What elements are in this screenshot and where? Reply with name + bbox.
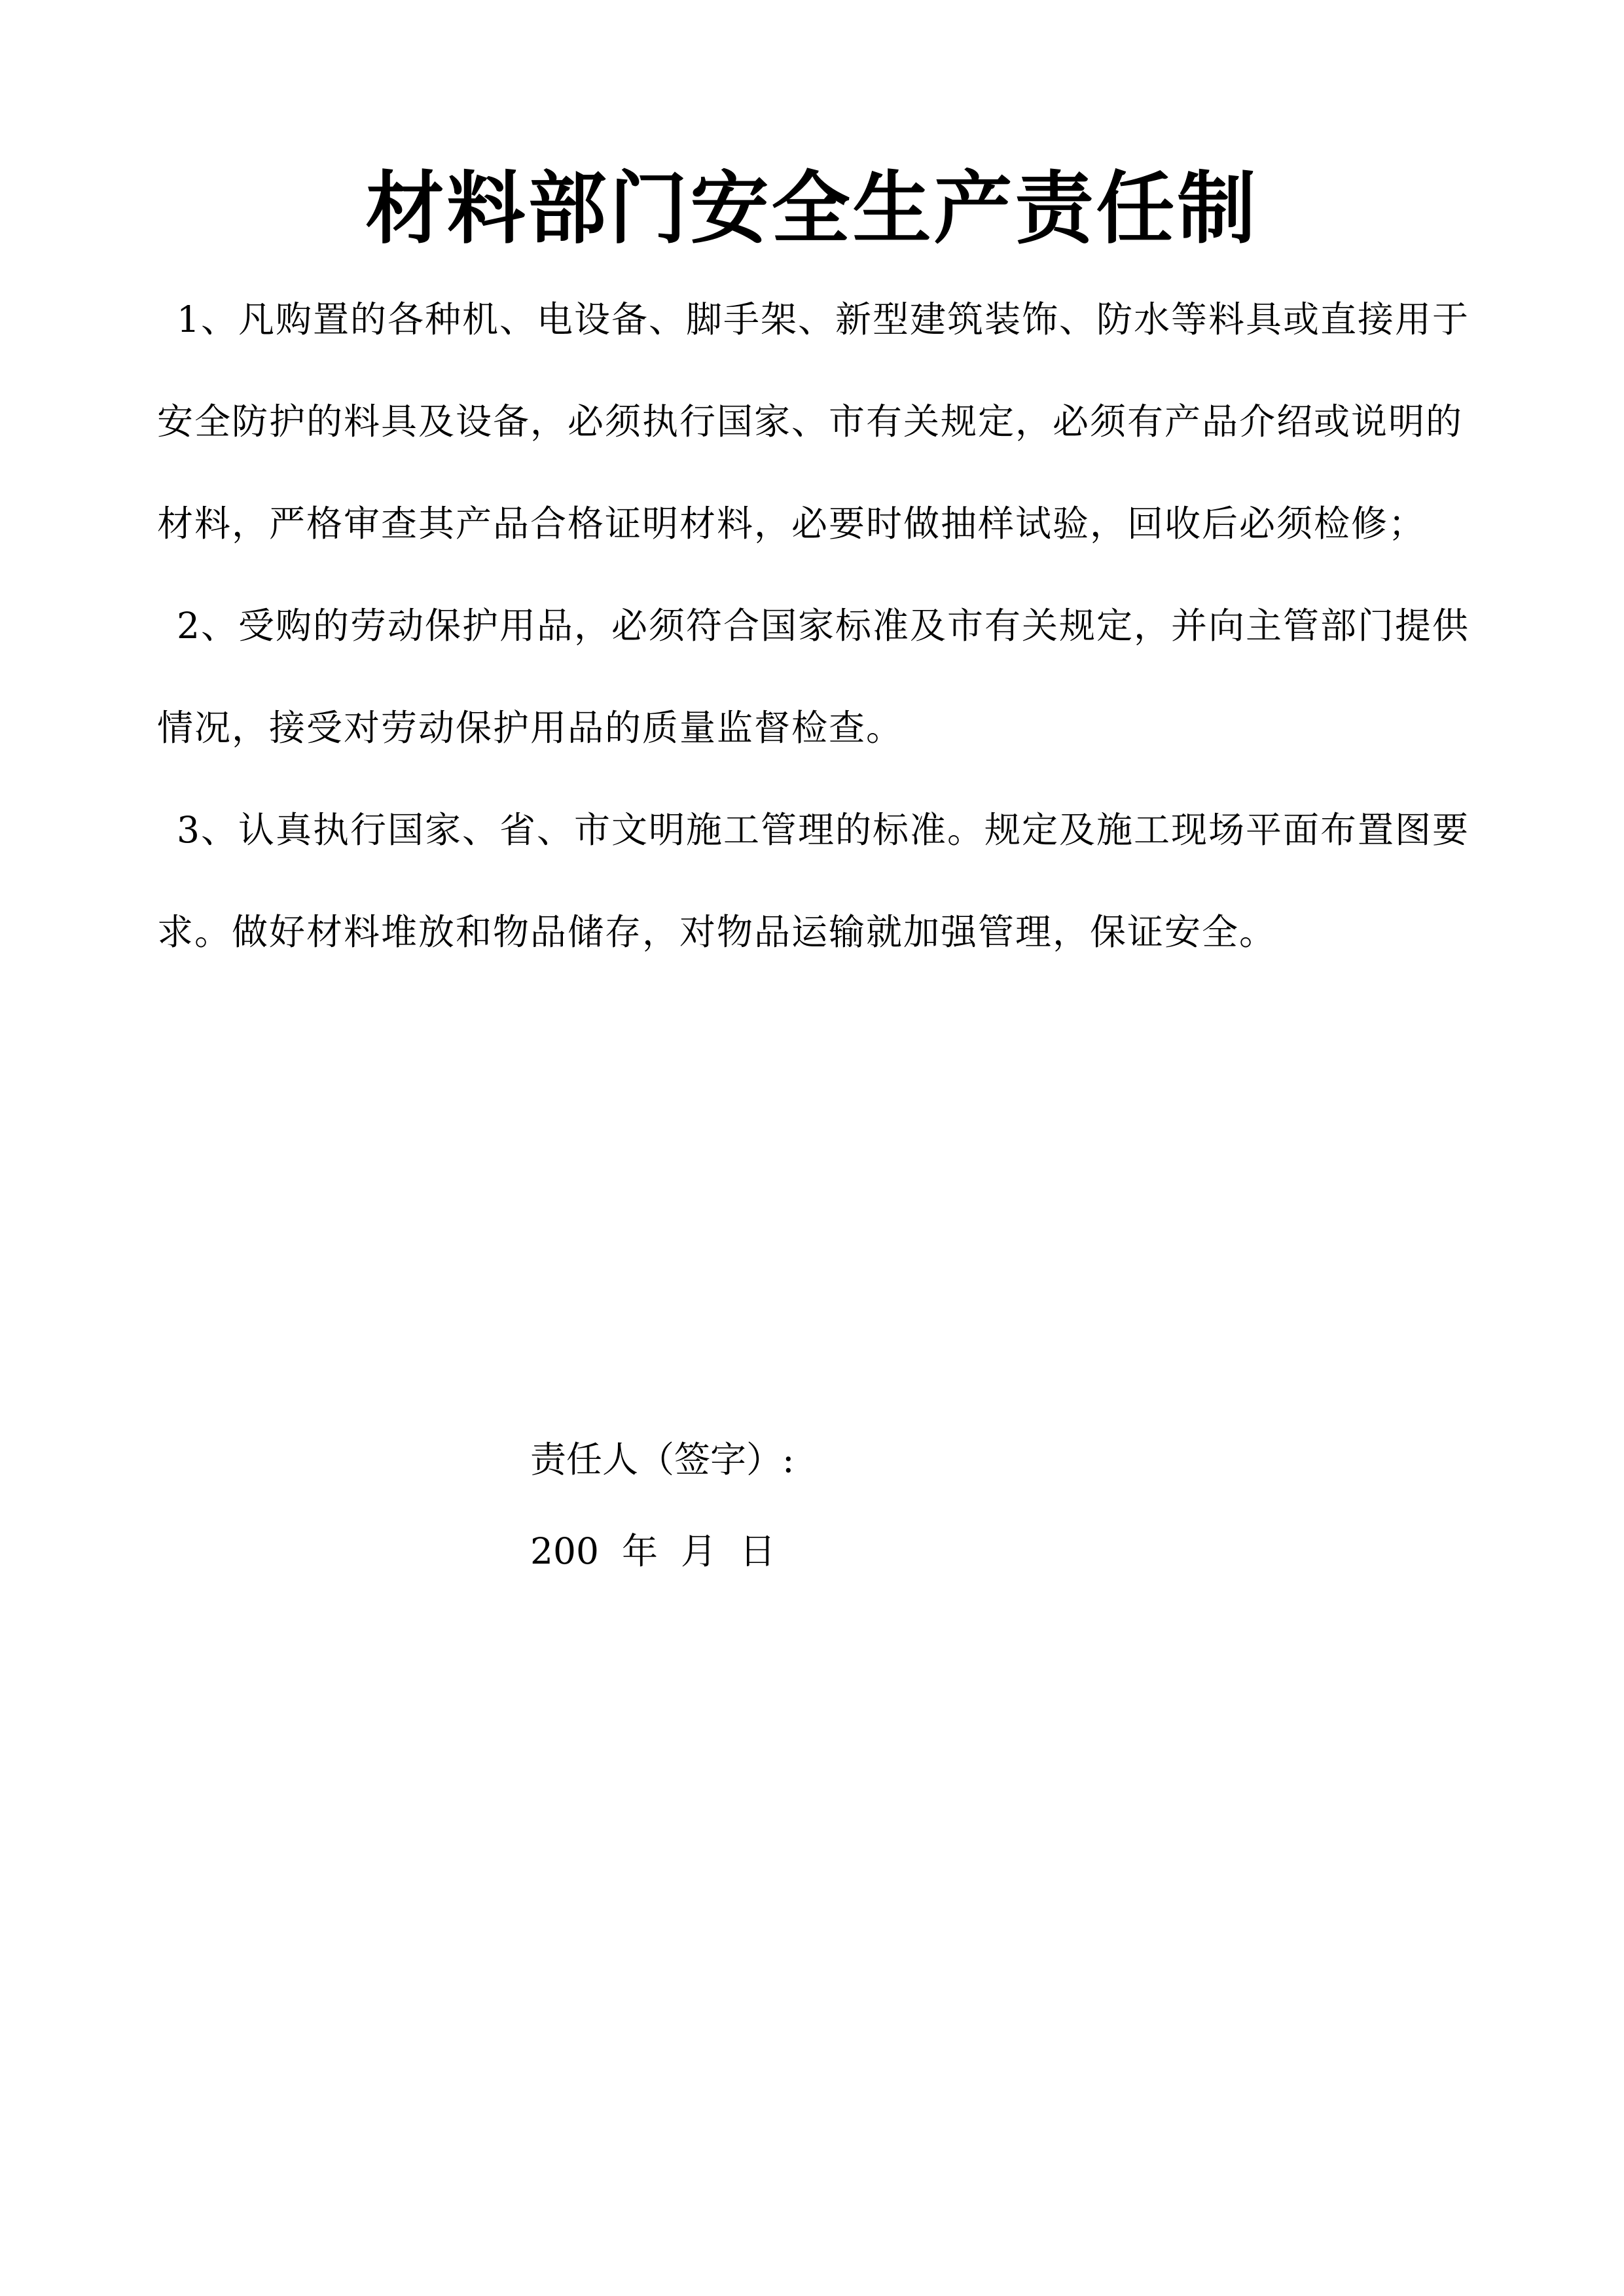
signature-label: 责任人（签字）: [530, 1439, 795, 1480]
signature-block [530, 1414, 795, 1597]
document-title: 材料部门安全生产责任制 [365, 164, 1259, 255]
paragraph-3: 3、认真执行国家、省、市文明施工管理的标准。规定及施工现场平面布置图要求。做好材料堆放和物品储存，对物品运输就加强管理，保证安全。 [157, 809, 1470, 953]
paragraph-1: 1、凡购置的各种机、电设备、脚手架、新型建筑装饰、防水等料具或直接用于安全防护的料具及设备，必须执行国家、市有关规定，必须有产品介绍或说明的材料，严格审查其产品合格证明材料，必要时做抽样试验，回收后必须检修； [157, 298, 1470, 545]
document-body [157, 268, 1486, 983]
date-line: 200 年 月 日 [530, 1530, 776, 1572]
paragraph-2: 2、受购的劳动保护用品，必须符合国家标准及市有关规定，并向主管部门提供情况，接受对劳动保护用品的质量监督检查。 [157, 605, 1470, 749]
